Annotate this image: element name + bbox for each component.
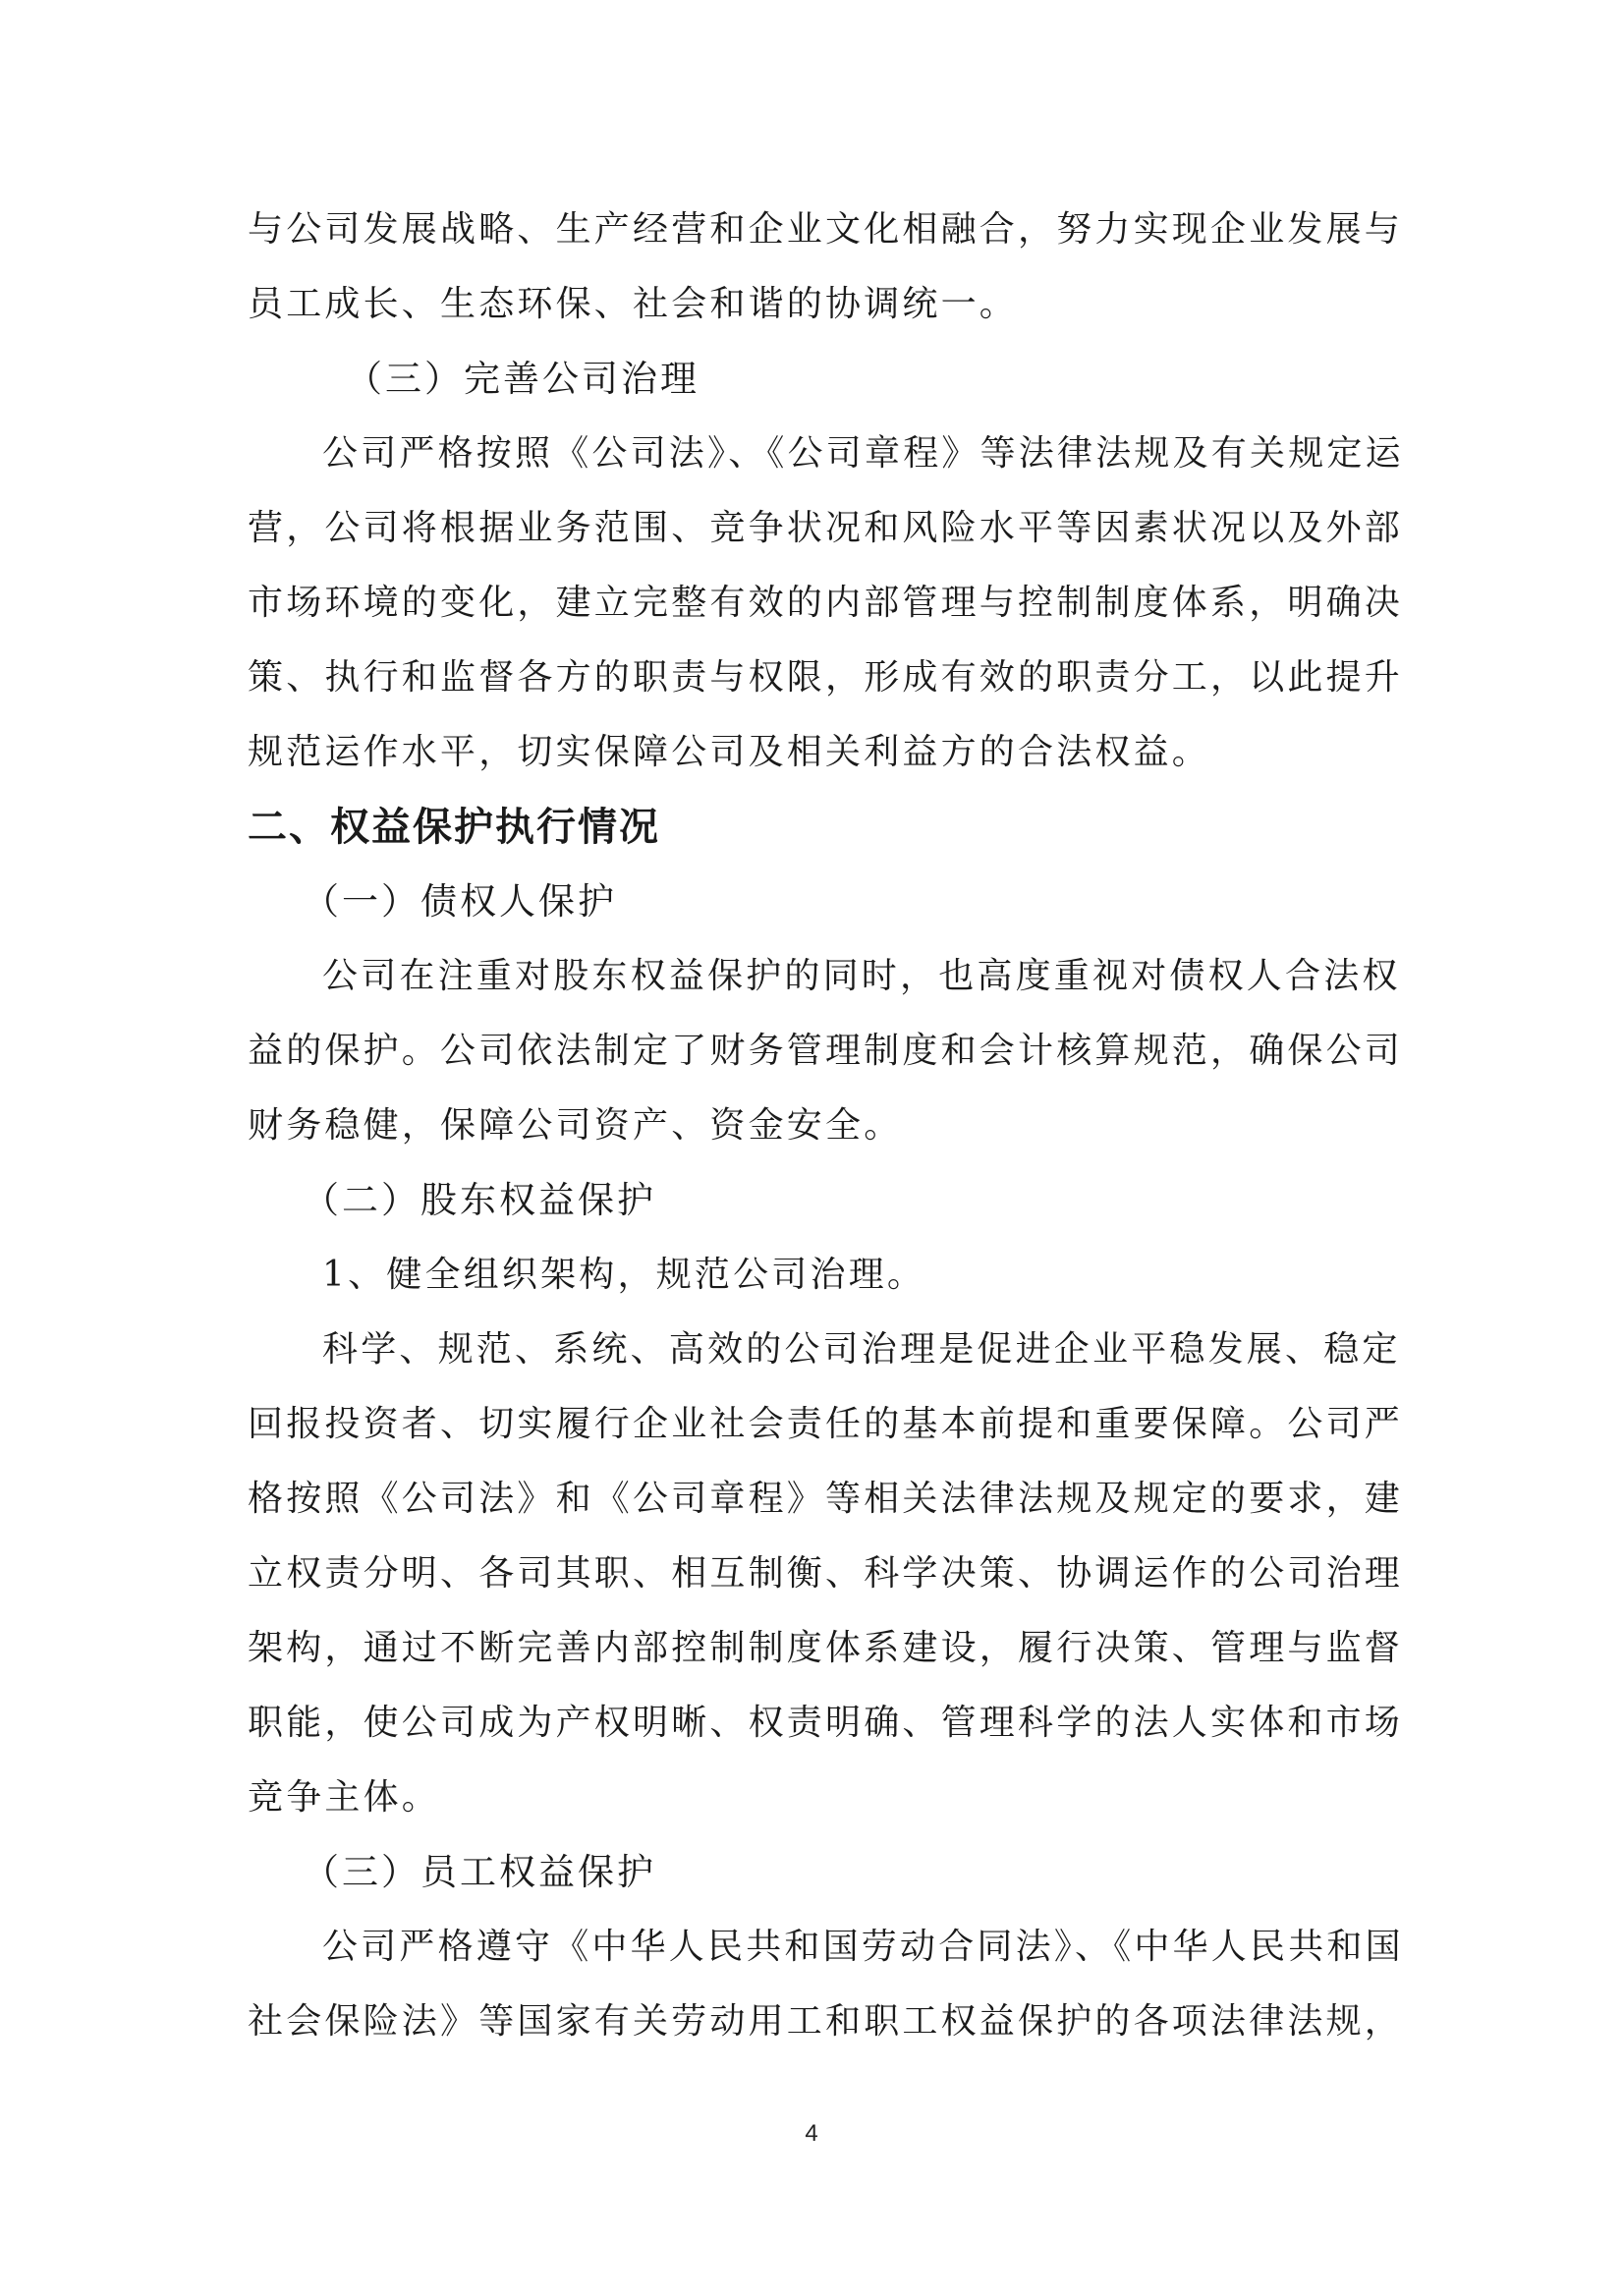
page-content: [248, 193, 1404, 2059]
paragraph-line: 营，公司将根据业务范围、竞争状况和风险水平等因素状况以及外部: [248, 508, 1404, 548]
paragraph-line: 公司严格按照《公司法》、《公司章程》等法律法规及有关规定运: [322, 433, 1404, 474]
paragraph-line: 竞争主体。: [248, 1777, 441, 1818]
paragraph-line: 益的保护。公司依法制定了财务管理制度和会计核算规范，确保公司: [248, 1031, 1404, 1071]
paragraph-line: 架构，通过不断完善内部控制制度体系建设，履行决策、管理与监督: [248, 1628, 1404, 1668]
section-heading: （三）完善公司治理: [346, 358, 700, 400]
paragraph-line: 职能，使公司成为产权明晰、权责明确、管理科学的法人实体和市场: [248, 1703, 1404, 1743]
paragraph-line: 员工成长、生态环保、社会和谐的协调统一。: [248, 284, 1019, 324]
paragraph-line: 格按照《公司法》和《公司章程》等相关法律法规及规定的要求，建: [248, 1479, 1404, 1519]
paragraph-line: 规范运作水平，切实保障公司及相关利益方的合法权益。: [248, 732, 1211, 772]
paragraph-line: 公司在注重对股东权益保护的同时，也高度重视对债权人合法权: [322, 956, 1401, 996]
paragraph-line: 市场环境的变化，建立完整有效的内部管理与控制制度体系，明确决: [248, 583, 1404, 623]
paragraph-line: 科学、规范、系统、高效的公司治理是促进企业平稳发展、稳定: [322, 1329, 1401, 1370]
chapter-heading: 二、权益保护执行情况: [248, 805, 660, 850]
section-heading: （二）股东权益保护: [303, 1179, 656, 1221]
page-number: 4: [805, 2120, 818, 2147]
paragraph-line: 回报投资者、切实履行企业社会责任的基本前提和重要保障。公司严: [248, 1404, 1404, 1444]
paragraph-line: 财务稳健，保障公司资产、资金安全。: [248, 1105, 903, 1146]
paragraph-line: 公司严格遵守《中华人民共和国劳动合同法》、《中华人民共和国: [322, 1927, 1404, 1967]
paragraph-line: 策、执行和监督各方的职责与权限，形成有效的职责分工，以此提升: [248, 657, 1404, 698]
section-heading: （三）员工权益保护: [303, 1851, 656, 1893]
paragraph-line: 社会保险法》等国家有关劳动用工和职工权益保护的各项法律法规，: [248, 2001, 1404, 2042]
section-heading: （一）债权人保护: [303, 880, 617, 923]
paragraph-line: 与公司发展战略、生产经营和企业文化相融合，努力实现企业发展与: [248, 209, 1404, 250]
paragraph-line: 立权责分明、各司其职、相互制衡、科学决策、协调运作的公司治理: [248, 1553, 1404, 1594]
list-item-heading: 1、健全组织架构，规范公司治理。: [322, 1255, 926, 1295]
